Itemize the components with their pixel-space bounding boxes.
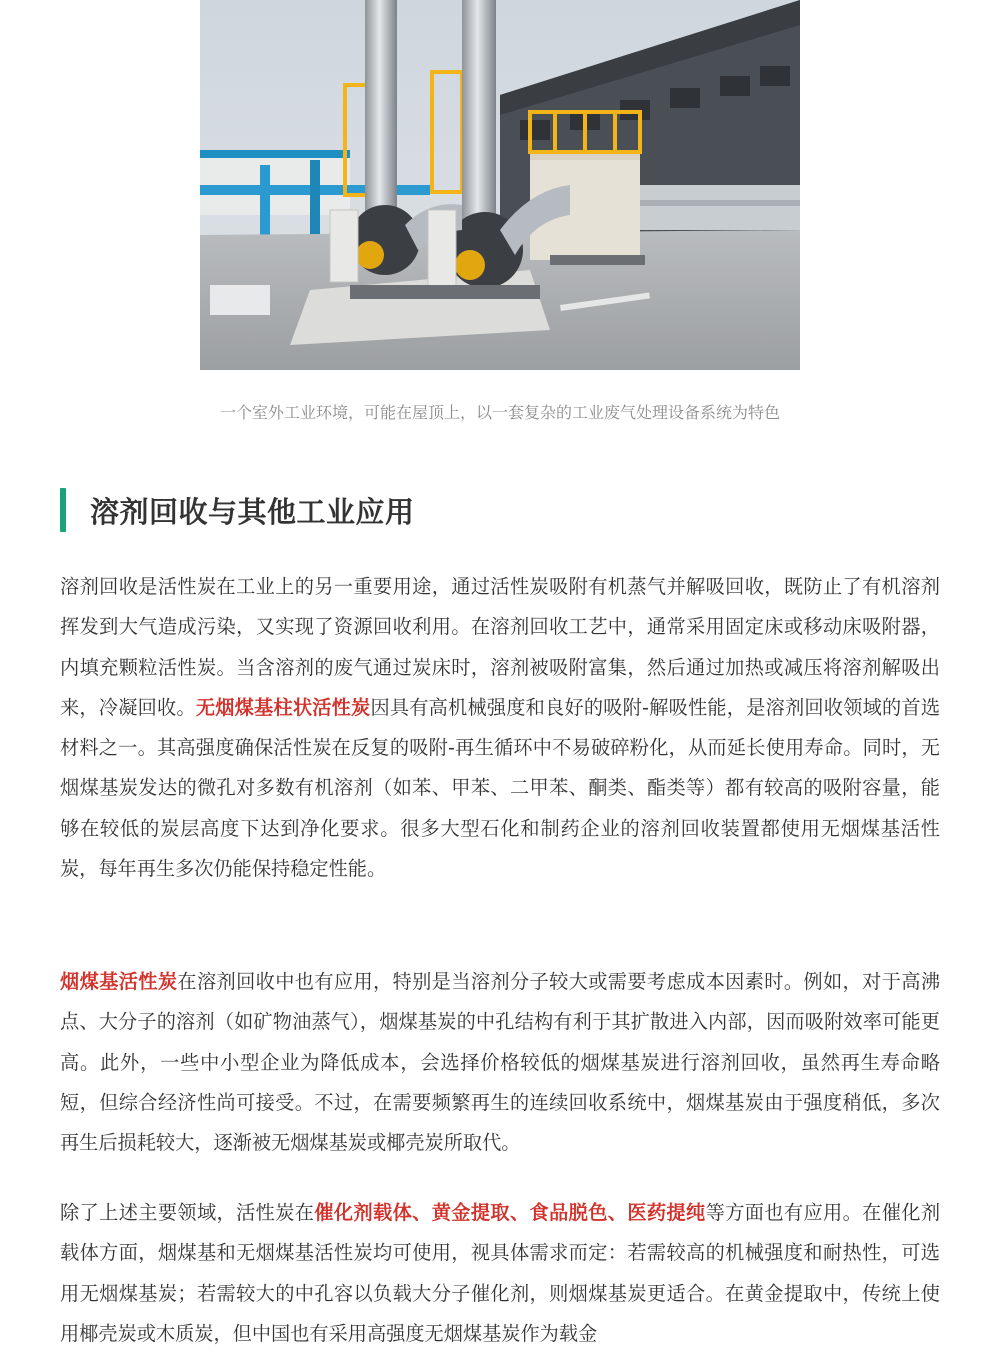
section-title: 溶剂回收与其他工业应用 [90, 494, 415, 529]
heading-accent-bar [60, 488, 66, 532]
paragraph-bituminous-carbon [60, 962, 940, 1163]
highlight-term: 催化剂载体、黄金提取、食品脱色、医药提纯 [314, 1201, 706, 1224]
text-segment: 除了上述主要领域，活性炭在 [60, 1201, 315, 1224]
paragraph-other-applications [60, 1193, 940, 1354]
text-segment: 溶剂回收是活性炭在工业上的另一重要用途，通过活性炭吸附有机蒸气并解吸回收，既防止了有机溶剂挥发到大气造成污染，又实现了资源回收利用。在溶剂回收工艺中，通常采用固定床或移动床吸附器，内填充颗粒活性炭。当含溶剂的废气通过炭床时，溶剂被吸附富集，然后通过加热或减压将溶剂解吸出来，冷凝回收。 [60, 575, 940, 719]
paragraph-solvent-recovery [60, 567, 940, 889]
text-segment: 等方面也有应用。在催化剂载体方面，烟煤基和无烟煤基活性炭均可使用，视具体需求而定：若需较高的机械强度和耐热性，可选用无烟煤基炭；若需较大的中孔容以负载大分子催化剂，则烟煤基炭更适合。在黄金提取中，传统上使用椰壳炭或木质炭，但中国也有采用高强度无烟煤基炭作为载金 [60, 1201, 941, 1345]
text-segment: 因具有高机械强度和良好的吸附-解吸性能，是溶剂回收领域的首选材料之一。其高强度确保活性炭在反复的吸附-再生循环中不易破碎粉化，从而延长使用寿命。同时，无烟煤基炭发达的微孔对多数有机溶剂（如苯、甲苯、二甲苯、酮类、酯类等）都有较高的吸附容量，能够在较低的炭层高度下达到净化要求。很多大型石化和制药企业的溶剂回收装置都使用无烟煤基活性炭，每年再生多次仍能保持稳定性能。 [60, 695, 941, 881]
section-heading [60, 488, 415, 532]
text-segment: 在溶剂回收中也有应用，特别是当溶剂分子较大或需要考虑成本因素时。例如，对于高沸点、大分子的溶剂（如矿物油蒸气），烟煤基炭的中孔结构有利于其扩散进入内部，因而吸附效率可能更高。此外，一些中小型企业为降低成本，会选择价格较低的烟煤基炭进行溶剂回收，虽然再生寿命略短，但综合经济性尚可接受。不过，在需要频繁再生的连续回收系统中，烟煤基炭由于强度稍低，多次再生后损耗较大，逐渐被无烟煤基炭或椰壳炭所取代。 [60, 970, 941, 1155]
industrial-equipment-photo [200, 0, 800, 370]
highlight-term: 无烟煤基柱状活性炭 [195, 695, 371, 719]
figure-caption: 一个室外工业环境，可能在屋顶上，以一套复杂的工业废气处理设备系统为特色 [219, 403, 780, 422]
highlight-term: 烟煤基活性炭 [60, 970, 178, 993]
photo-illustration [200, 0, 800, 370]
